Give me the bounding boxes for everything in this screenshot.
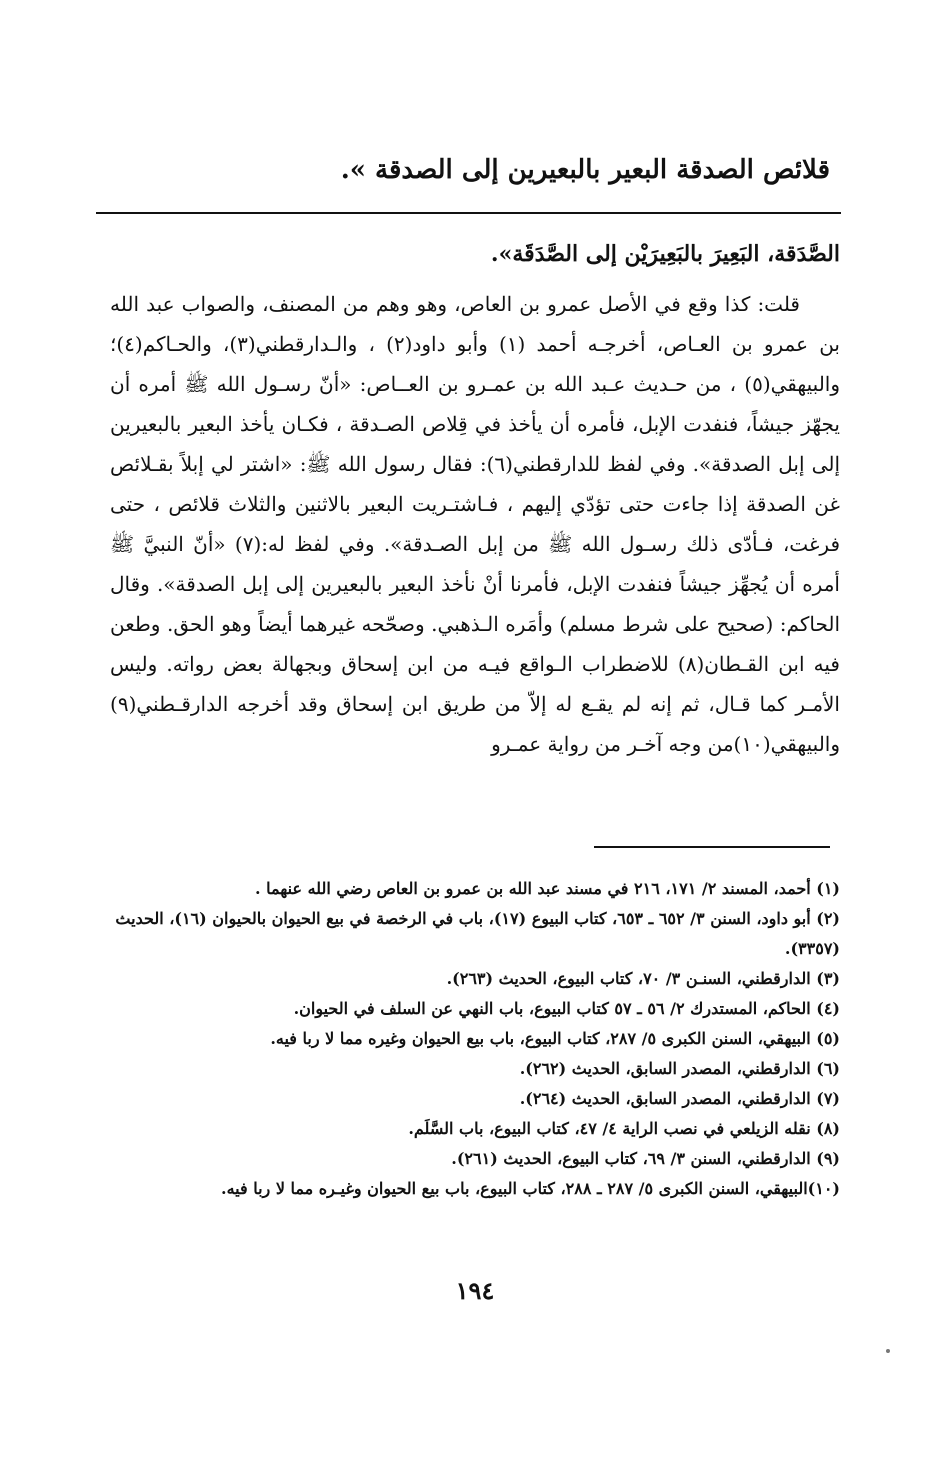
footnote-separator — [594, 846, 830, 848]
footnote-10: (١٠)البيهقي، السنن الكبرى ٥/ ٢٨٧ ـ ٢٨٨، كتاب البيوع، باب بيع الحيوان وغيـره مما لا ربا فيه. — [221, 1179, 840, 1198]
scan-speck — [886, 1349, 890, 1353]
footnote-7: (٧) الدارقطني، المصدر السابق، الحديث (٢٦٤). — [519, 1089, 840, 1108]
footnotes — [110, 874, 840, 1204]
footnote-8: (٨) نقله الزيلعي في نصب الراية ٤/ ٤٧، كتاب البيوع، باب السَّلَم. — [408, 1119, 840, 1138]
lead-line: الصَّدَقة، البَعِيرَ بالبَعِيرَيْن إلى الصَّدَقَة». — [490, 241, 840, 267]
footnote-4: (٤) الحاكم، المستدرك ٢/ ٥٦ ـ ٥٧ كتاب البيوع، باب النهي عن السلف في الحيوان. — [293, 999, 840, 1018]
header-divider — [96, 212, 841, 214]
footnote-9: (٩) الدارقطني، السنن ٣/ ٦٩، كتاب البيوع، الحديث (٢٦١). — [451, 1149, 840, 1168]
footnote-3: (٣) الدارقطني، السنـن ٣/ ٧٠، كتاب البيوع، الحديث (٢٦٣). — [446, 969, 840, 988]
footnote-2: (٢) أبو داود، السنن ٣/ ٦٥٢ ـ ٦٥٣، كتاب البيوع (١٧)، باب في الرخصة في بيع الحيوان بالحيوان (١٦)، الحديث (٣٣٥٧). — [115, 909, 840, 958]
footnote-5: (٥) البيهقي، السنن الكبرى ٥/ ٢٨٧، كتاب البيوع، باب بيع الحيوان وغيره مما لا ربا فيه. — [270, 1029, 840, 1048]
main-text — [110, 234, 840, 764]
main-paragraph: قلت: كذا وقع في الأصل عمرو بن العاص، وهو وهم من المصنف، والصواب عبد الله بن عمرو بن العـاص، أخرجـه أحمد (١) وأبو داود(٢) ، والـدارقطني(٣)، والحـاكم(٤)؛ والبيهقي(٥) ، من حـديث عـبد الله بن عمـرو بن العــاص: «أنّ رسـول الله ﷺ أمره أن يجهّز جيشاً، فنفدت الإبل، فأمره أن يأخذ في قِلاص الصـدقة ، فكـان يأخذ البعير بالبعيرين إلى إبل الصدقة». وفي لفظ للدارقطني(٦): فقال رسول الله ﷺ: «اشتر لي إبلاً بقـلائص غن الصدقة إذا جاءت حتى تؤدّي إليهم ، فـاشتـريت البعير بالاثنين والثلاث قلائص ، حتى فرغت، فـأدّى ذلك رسـول الله ﷺ من إبل الصـدقة». وفي لفظ له:(٧) «أنّ النبيَّ ﷺ أمره أن يُجهِّز جيشاً فنفدت الإبل، فأمرنا أنْ نأخذ البعير بالبعيرين إلى إبل الصدقة». وقال الحاكم: (صحيح على شرط مسلم) وأمَره الـذهبي. وصحّحه غيرهما أيضاً وهو الحق. وطعن فيه ابن القـطان(٨) للاضطراب الـواقع فيـه من ابن إسحاق وبجهالة بعض رواته. وليس الأمـر كما قـال، ثم إنه لم يقـع له إلاّ من طريق ابن إسحاق وقد أخرجه الدارقـطني(٩) والبيهقي(١٠)من وجه آخـر من رواية عمـرو — [110, 292, 841, 756]
running-header: قلائص الصدقة البعير بالبعيرين إلى الصدقة ». — [340, 155, 830, 185]
page-number: ١٩٤ — [455, 1276, 495, 1305]
footnote-6: (٦) الدارقطني، المصدر السابق، الحديث (٢٦٢). — [519, 1059, 840, 1078]
footnote-1: (١) أحمد، المسند ٢/ ١٧١، ٢١٦ في مسند عبد الله بن عمرو بن العاص رضي الله عنهما . — [254, 879, 840, 898]
